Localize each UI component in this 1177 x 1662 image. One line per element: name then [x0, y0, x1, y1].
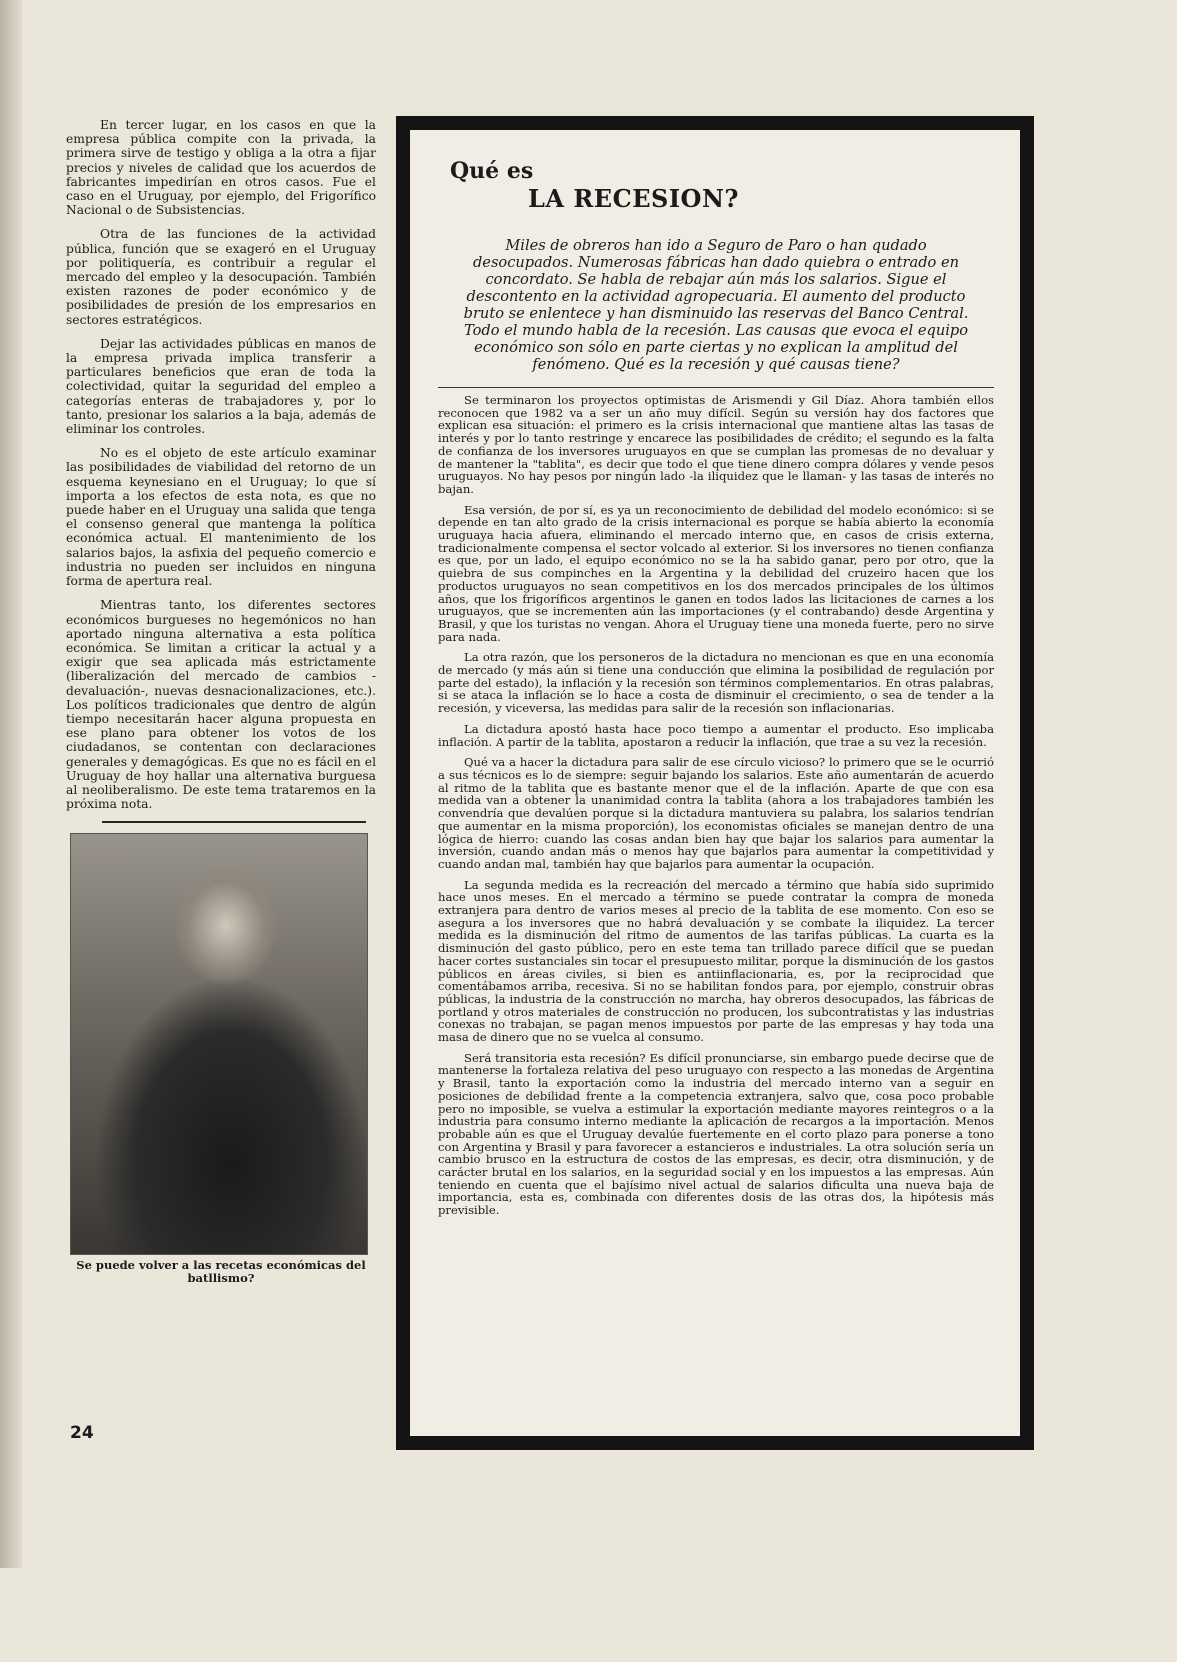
left-paragraph: Otra de las funciones de la actividad pública, función que se exageró en el Uruguay por politiquería, es contribuir a regular el mercado del empleo y la desocupación. También existen razones de poder económico y de posibilidades de presión de los empresarios en sectores estratégicos.: [66, 227, 376, 327]
box-paragraph: Se terminaron los proyectos optimistas de Arismendi y Gil Díaz. Ahora también ellos reconocen que 1982 va a ser un año muy difícil. Según su versión hay dos factores que explican esa situación: el primero es la crisis internacional que mantiene altas las tasas de interés y por lo tanto restringe y encarece las posibilidades de crédito; el segundo es la falta de confianza de los inversores uruguayos en que se cumplan las promesas de no devaluar y de mantener la "tablita", es decir que todo el que tiene dinero compra dólares y vende pesos uruguayos. No hay pesos por ningún lado -la iliquidez que le llaman- y las tasas de interés no bajan.: [438, 393, 994, 496]
box-paragraph: La dictadura apostó hasta hace poco tiempo a aumentar el producto. Eso implicaba inflación. A partir de la tablita, apostaron a reducir la inflación, que trae a su vez la recesión.: [438, 721, 994, 749]
box-paragraph: La segunda medida es la recreación del mercado a término que había sido suprimido hace unos meses. En el mercado a término se puede contratar la compra de moneda extranjera para dentro de varios meses al precio de la tablita de ese momento. Con eso se asegura a los inversores que no habrá devaluación y se combate la iliquidez. La tercer medida es la disminución del ritmo de aumentos de las tarifas públicas. La cuarta es la disminución del gasto público, pero en este tema tan trillado parece difícil que se puedan hacer cortes sustanciales sin tocar el presupuesto militar, porque la disminución de los gastos públicos en áreas civiles, si bien es antiinflacionaria, es, por la reciprocidad que comentábamos arriba, recesiva. Si no se habilitan fondos para, por ejemplo, construir obras públicas, la industria de la construcción no marcha, hay obreros desocupados, las fábricas de portland y otros materiales de construcción no producen, los subcontratistas y las industrias conexas no trabajan, se pagan menos impuestos por parte de las empresas y hay toda una masa de dinero que no se vuelca al consumo.: [438, 877, 994, 1045]
left-paragraph: En tercer lugar, en los casos en que la empresa pública compite con la privada, la primera sirve de testigo y obliga a la otra a fijar precios y niveles de calidad que los acuerdos de fabricantes impedirían en otros casos. Fue el caso en el Uruguay, por ejemplo, del Frigorífico Nacional o de Subsistencias.: [66, 118, 376, 218]
left-paragraph: Dejar las actividades públicas en manos de la empresa privada implica transferir a particulares beneficios que eran de toda la colectividad, quitar la seguridad del empleo a categorías enteras de trabajadores y, por lo tanto, presionar los salarios a la baja, además de eliminar los controles.: [66, 336, 376, 437]
portrait-photo: [70, 833, 368, 1255]
sidebar-box: [396, 116, 1034, 1450]
left-paragraph: No es el objeto de este artículo examinar las posibilidades de viabilidad del retorno de un esquema keynesiano en el Uruguay; lo que sí importa a los efectos de esta nota, es que no puede haber en el Uruguay una salida que tenga el consenso general que mantenga la política económica actual. El mantenimiento de los salarios bajos, la asfixia del pequeño comercio e industria no pueden ser incluidos en ninguna forma de apertura real.: [66, 446, 376, 589]
box-title-line1: Qué es: [450, 158, 534, 184]
box-paragraph: Será transitoria esta recesión? Es difícil pronunciarse, sin embargo puede decirse que de mantenerse la fortaleza relativa del peso uruguayo con respecto a las monedas de Argentina y Brasil, tanto la exportación como la industria del mercado interno van a seguir en posiciones de debilidad frente a la competencia extranjera, salvo que, cosa poco probable pero no imposible, se vuelva a estimular la exportación mediante mayores reintegros o a la industria para consumo interno mediante la aplicación de recargos a la importación. Menos probable aún es que el Uruguay devalúe fuertemente en el corto plazo para ponerse a tono con Argentina y Brasil y para favorecer a estancieros e industriales. La otra solución sería un cambio brusco en la estructura de costos de las empresas, es decir, otra disminución, y de carácter brutal en los salarios, en la seguridad social y en los impuestos a las empresas. Aún teniendo en cuenta que el bajísimo nivel actual de salarios dificulta una nueva baja de importancia, esta es, combinada con diferentes dosis de las otras dos, la hipótesis más previsible.: [438, 1050, 994, 1218]
box-paragraph: Esa versión, de por sí, es ya un reconocimiento de debilidad del modelo económico: si se depende en tan alto grado de la crisis internacional es porque se había abierto la economía uruguaya hacia afuera, eliminando el mercado interno que, en casos de crisis externa, tradicionalmente compensa el sector volcado al exterior. Si los inversores no tienen confianza es que, por un lado, el equipo económico no se la ha sabido ganar, pero por otro, que la quiebra de sus compinches en la Argentina y la debilidad del cruzeiro hacen que los productos uruguayos no sean competitivos en los dos mercados principales de los últimos años, que los frigoríficos argentinos le ganen en todos lados las licitaciones de carnes a los uruguayos, que se incrementen aún las importaciones (y el contrabando) desde Argentina y Brasil, y que los turistas no vengan. Ahora el Uruguay tiene una moneda fuerte, pero no sirve para nada.: [438, 502, 994, 644]
box-paragraph: Qué va a hacer la dictadura para salir de ese círculo vicioso? lo primero que se le ocurrió a sus técnicos es lo de siempre: seguir bajando los salarios. Este año aumentarán de acuerdo al ritmo de la tablita que es bastante menor que el de la inflación. Aparte de que con esa medida van a obtener la unanimidad contra la tablita (ahora a los trabajadores también les convendría que devalúen porque si la dictadura mantuviera su palabra, los salarios tendrían que aumentar en la misma proporción), los economistas oficiales se manejan dentro de una lógica de hierro: cuando las cosas andan bien hay que bajar los salarios para aumentar la inversión, cuando andan más o menos hay que bajarlos para aumentar la competitividad y cuando andan mal, también hay que bajarlos para aumentar la ocupación.: [438, 755, 994, 871]
box-intro: Miles de obreros han ido a Seguro de Paro o han qudado desocupados. Numerosas fábricas han dado quiebra o entrado en concordato. Se habla de rebajar aún más los salarios. Sigue el descontento en la actividad agropecuaria. El aumento del producto bruto se enlentece y han disminuido las reservas del Banco Central. Todo el mundo habla de la recesión. Las causas que evoca el equipo económico son sólo en parte ciertas y no explican la amplitud del fenómeno. Qué es la recesión y qué causas tiene?: [463, 237, 969, 373]
box-body: [438, 394, 994, 1217]
left-column: [66, 118, 376, 1285]
box-paragraph: La otra razón, que los personeros de la dictadura no mencionan es que en una economía de mercado (y más aún si tiene una conducción que elimina la posibilidad de regulación por parte del estado), la inflación y la recesión son términos complementarios. En otras palabras, si se ataca la inflación se lo hace a costa de disminuir el crecimiento, o sea de tender a la recesión, y viceversa, las medidas para salir de la recesión son inflacionarias.: [438, 650, 994, 716]
intro-divider: [438, 387, 994, 388]
box-title-line2: LA RECESION?: [528, 184, 739, 213]
photo-caption: Se puede volver a las recetas económicas del batllismo?: [76, 1258, 366, 1286]
page-number: 24: [70, 1423, 94, 1443]
left-paragraph: Mientras tanto, los diferentes sectores económicos burgueses no hegemónicos no han aportado ninguna alternativa a esta política económica. Se limitan a criticar la actual y a exigir que sea aplicada más estrictamente (liberalización del mercado de cambios -devaluación-, nuevas desnacionalizaciones, etc.). Los políticos tradicionales que dentro de algún tiempo necesitarán hacer alguna propuesta en ese plano para obtener los votos de los ciudadanos, se contentan con declaraciones generales y demagógicas. Es que no es fácil en el Uruguay de hoy hallar una alternativa burguesa al neoliberalismo. De este tema trataremos en la próxima nota.: [66, 598, 376, 812]
page-edge-shadow: [0, 0, 22, 1568]
column-divider: [102, 821, 366, 823]
box-content: [438, 148, 994, 1225]
